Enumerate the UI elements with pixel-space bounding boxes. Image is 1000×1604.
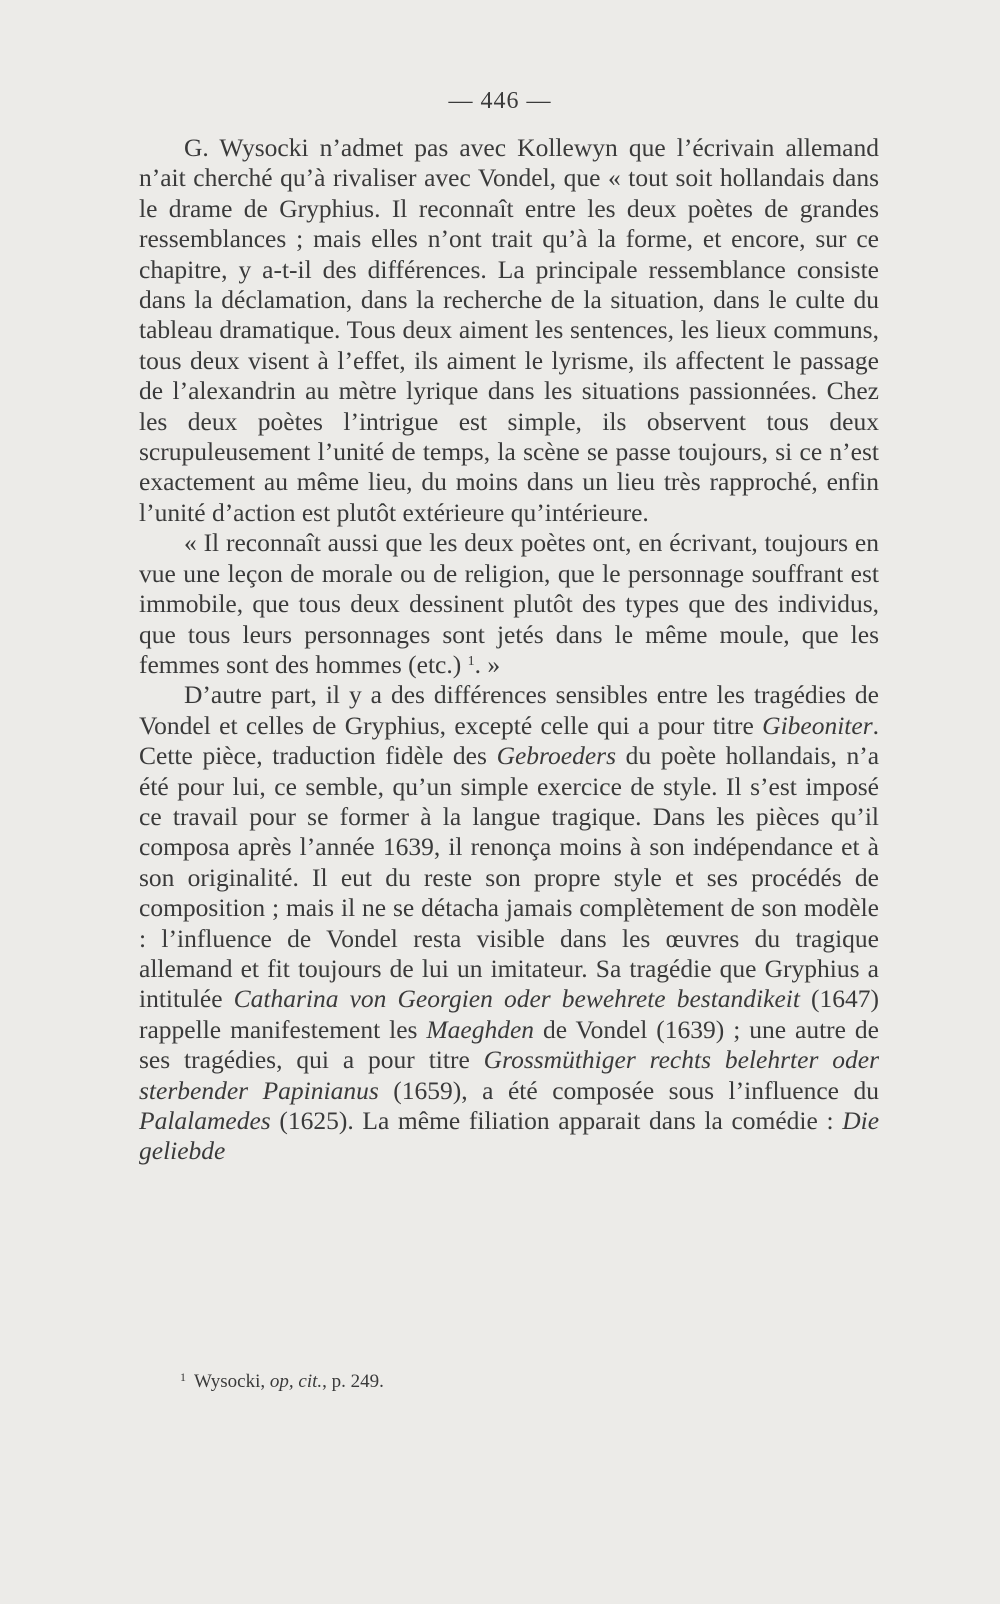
italic-title: Palalamedes: [139, 1106, 271, 1135]
footnote-reference: 1: [467, 653, 475, 669]
footnote-author: Wysocki,: [194, 1371, 266, 1392]
paragraph-text: . Cette pièce, traduction fidèle des: [139, 710, 880, 771]
paragraph: [139, 680, 879, 1167]
italic-title: Grossmüthiger rechts belehrter oder sterbender Papinianus: [139, 1045, 880, 1105]
italic-title: Maeghden: [426, 1014, 535, 1044]
paragraph-text: G. Wysocki n’admet pas avec Kollewyn que l’écrivain allemand n’ait cherché qu’à rivaliser avec Vondel, que « tout soit hollandais dans le drame de Gryphius. Il reconnaît entre les deux poètes de grandes ressemblances ; mais elles n’ont trait qu’à la forme, et encore, sur ce chapitre, y a-t-il des différences. La principale ressemblance consiste dans la déclamation, dans la recherche de la situation, dans le culte du tableau dramatique. Tous deux aiment les sentences, les lieux communs, tous deux visent à l’effet, ils aiment le lyrisme, ils affectent le passage de l’alexandrin au mètre lyrique dans les situations passionnées. Chez les deux poètes l’intrigue est simple, ils observent tous deux scrupuleusement l’unité de temps, la scène se passe toujours, si ce n’est exactement au même lieu, du moins dans un lieu très rapproché, enfin l’unité d’action est plutôt extérieure qu’intérieure.: [139, 133, 879, 527]
footnote-ref: op, cit.: [269, 1371, 323, 1392]
quote-close: . »: [474, 649, 501, 679]
paragraph-text: « Il reconnaît aussi que les deux poètes ont, en écrivant, toujours en vue une leçon de morale ou de religion, que le personnage souffrant est immobile, que tous deux dessinent plutôt des types que des individus, que tous leurs personnages sont jetés dans le même moule, que les femmes sont des hommes (etc.): [139, 528, 879, 679]
paragraph-text: de Vondel (1639) ; une autre de ses tragédies, qui a pour titre: [139, 1014, 879, 1075]
paragraph-text: (1647) rappelle manifestement les: [139, 984, 880, 1044]
italic-title: Catharina von Georgien oder bewehrete bestandikeit: [233, 984, 800, 1014]
italic-title: Gebroeders: [496, 741, 617, 771]
footnote-page: , p. 249.: [322, 1371, 384, 1392]
body-text: [139, 133, 879, 1167]
paragraph-text: (1659), a été composée sous l’influence du: [393, 1075, 879, 1105]
paragraph: [139, 528, 879, 680]
italic-title: Die geliebde: [139, 1106, 880, 1166]
paragraph-text: du poète hollandais, n’a été pour lui, ce semble, qu’un simple exercice de style. Il s’est imposé ce travail pour se former à la langue tragique. Dans les pièces qu’il composa après l’année 1639, il renonça moins à son indépendance et à son originalité. Il eut du reste son propre style et ses procédés de composition ; mais il ne se détacha jamais complètement de son modèle : l’influence de Vondel resta visible dans les œuvres du tragique allemand et fit toujours de lui un imitateur. Sa tragédie que Gryphius a intitulée: [139, 741, 880, 1014]
italic-title: Gibeoniter: [762, 710, 873, 740]
footnote-marker: 1: [180, 1370, 186, 1384]
paragraph-text: (1625). La même filiation apparait dans la comédie :: [279, 1106, 834, 1135]
paragraph-text: D’autre part, il y a des différences sensibles entre les tragédies de Vondel et celles de Gryphius, excepté celle qui a pour titre: [139, 680, 879, 740]
page-number: — 446 —: [448, 88, 552, 114]
footnote: [180, 1365, 880, 1394]
paragraph: [139, 133, 879, 528]
